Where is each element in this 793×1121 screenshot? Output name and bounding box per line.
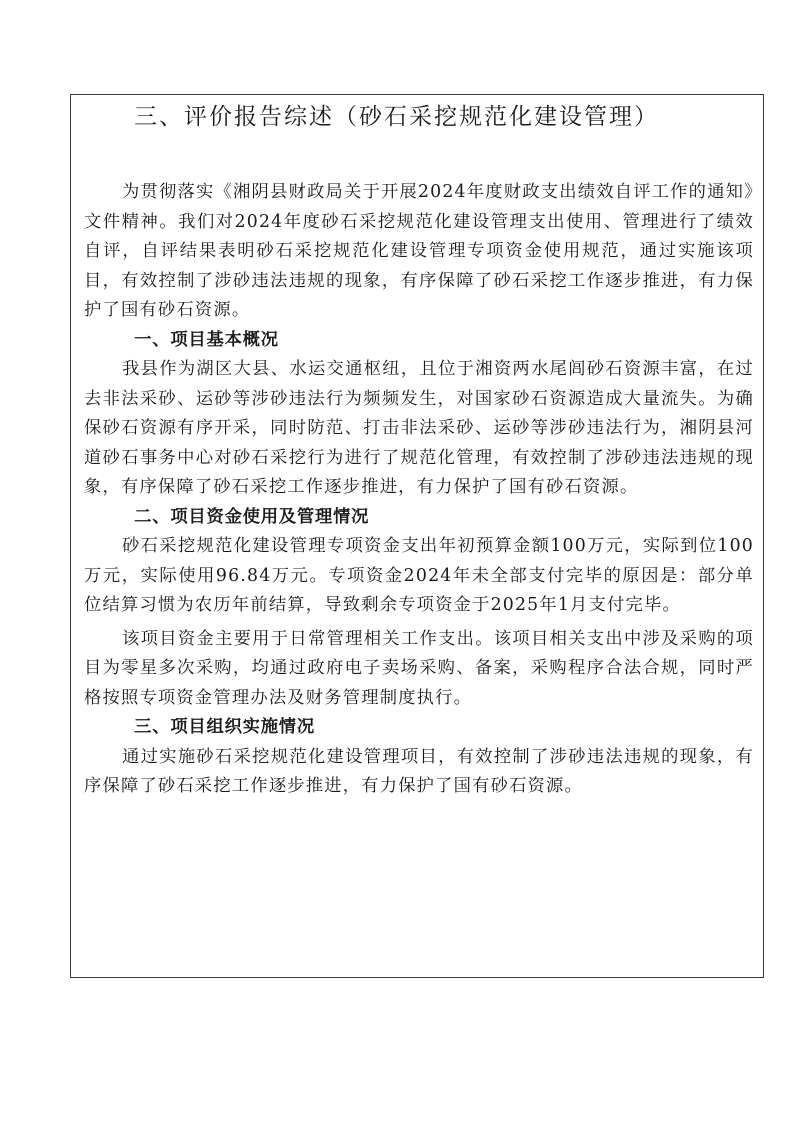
funds-paragraph-2: 该项目资金主要用于日常管理相关工作支出。该项目相关支出中涉及采购的项目为零星多次采购，均通过政府电子卖场采购、备案，采购程序合法合规，同时严格按照专项资金管理办法及财务管理制度执行。: [84, 628, 754, 708]
section-heading-implementation: 三、项目组织实施情况: [134, 717, 315, 737]
report-body: [84, 178, 754, 802]
intro-paragraph: 为贯彻落实《湘阴县财政局关于开展2024年度财政支出绩效自评工作的通知》文件精神。我们对2024年度砂石采挖规范化建设管理支出使用、管理进行了绩效自评，自评结果表明砂石采挖规范化建设管理专项资金使用规范，通过实施该项目，有效控制了涉砂违法违规的现象，有序保障了砂石采挖工作逐步推进，有力保护了国有砂石资源。: [84, 182, 754, 320]
section-heading-funds: 二、项目资金使用及管理情况: [134, 506, 370, 527]
implementation-paragraph: 通过实施砂石采挖规范化建设管理项目，有效控制了涉砂违法违规的现象，有序保障了砂石采挖工作逐步推进，有力保护了国有砂石资源。: [84, 746, 754, 796]
page-title: 三、评价报告综述（砂石采挖规范化建设管理）: [134, 104, 659, 130]
funds-paragraph-1: 砂石采挖规范化建设管理专项资金支出年初预算金额100万元，实际到位100万元，实际使用96.84万元。专项资金2024年未全部支付完毕的原因是：部分单位结算习惯为农历年前结算，导致剩余专项资金于2025年1月支付完毕。: [84, 536, 754, 615]
section-heading-overview: 一、项目基本概况: [134, 329, 279, 350]
overview-paragraph: 我县作为湖区大县、水运交通枢纽，且位于湘资两水尾闾砂石资源丰富，在过去非法采砂、运砂等涉砂违法行为频频发生，对国家砂石资源造成大量流失。为确保砂石资源有序开采，同时防范、打击非法采砂、运砂等涉砂违法行为，湘阴县河道砂石事务中心对砂石采挖行为进行了规范化管理，有效控制了涉砂违法违规的现象，有序保障了砂石采挖工作逐步推进，有力保护了国有砂石资源。: [84, 359, 754, 497]
